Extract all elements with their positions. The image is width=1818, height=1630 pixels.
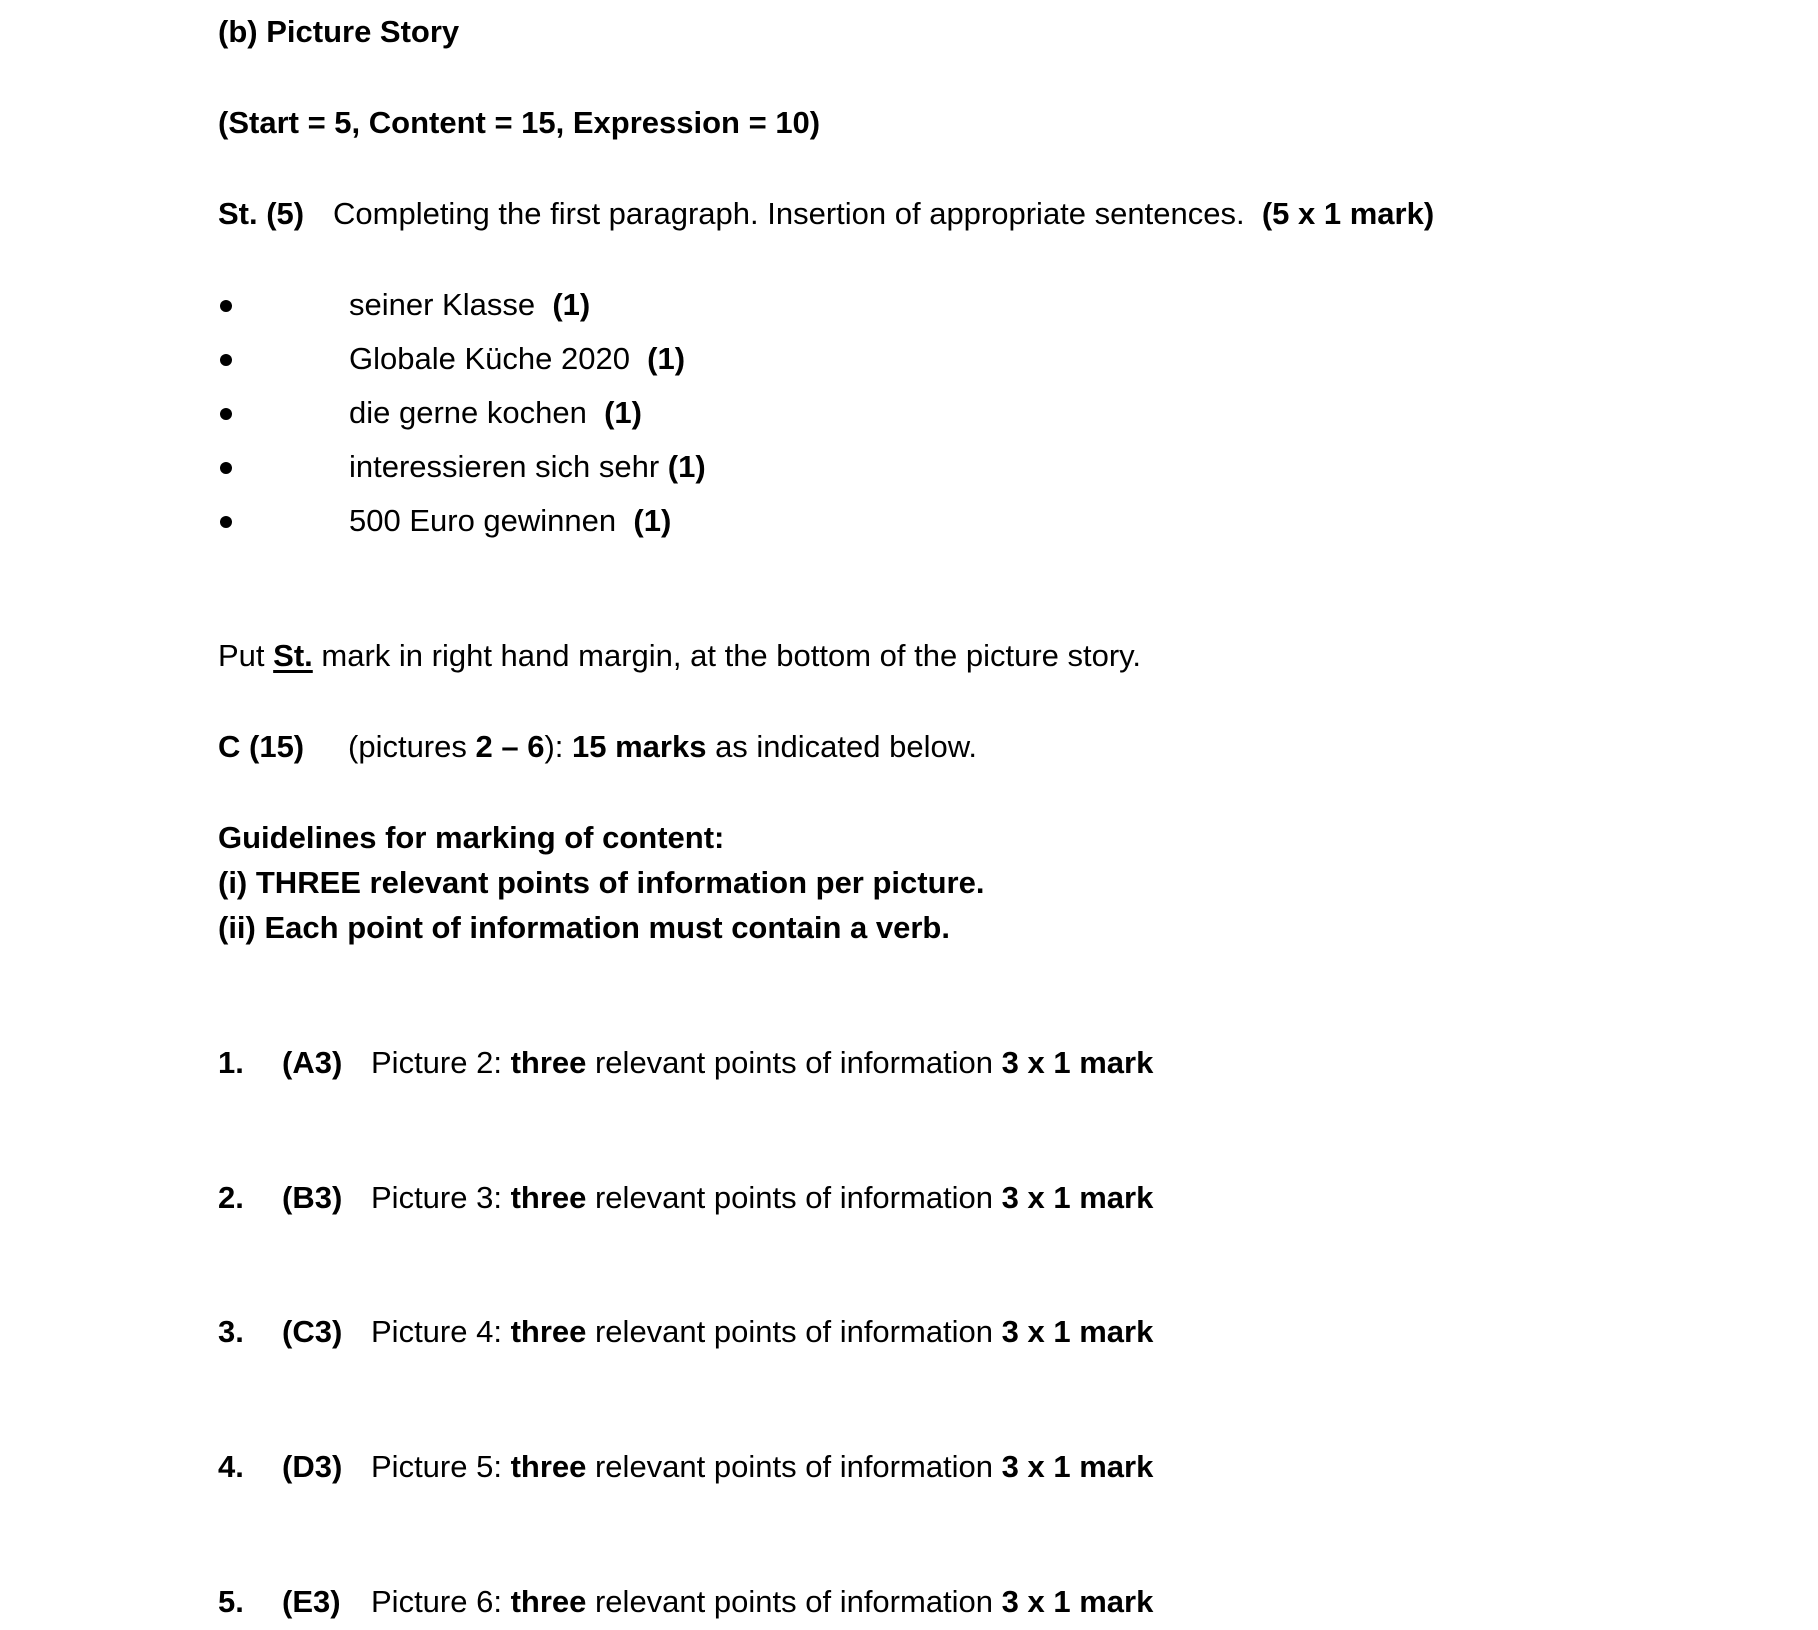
margin-instruction: Put St. mark in right hand margin, at the bottom of the picture story. — [218, 638, 1141, 673]
mark-allocation: (Start = 5, Content = 15, Expression = 10) — [218, 105, 821, 140]
st-emphasis: St. — [273, 638, 313, 673]
content-section-line: C (15) (pictures 2 – 6): 15 marks as indicated below. — [218, 729, 978, 764]
start-section-line — [218, 195, 1434, 232]
heading-part: (b) — [218, 14, 258, 49]
section-heading — [218, 13, 459, 50]
bullet-dot-icon — [220, 462, 232, 474]
heading-title: Picture Story — [266, 14, 460, 49]
start-label: St. (5) — [218, 196, 305, 231]
content-label: C (15) — [218, 729, 305, 764]
bullet-dot-icon — [220, 408, 232, 420]
bullet-dot-icon — [220, 516, 232, 528]
start-marks: (5 x 1 mark) — [1261, 196, 1435, 231]
guidelines-title: Guidelines for marking of content: — [218, 820, 725, 855]
bullet-dot-icon — [220, 300, 232, 312]
start-description: Completing the first paragraph. Insertion of appropriate sentences. — [333, 196, 1245, 231]
bullet-dot-icon — [220, 354, 232, 366]
guideline-item: (ii) Each point of information must contain a verb. — [218, 910, 950, 945]
guideline-item: (i) THREE relevant points of information per picture. — [218, 865, 985, 900]
